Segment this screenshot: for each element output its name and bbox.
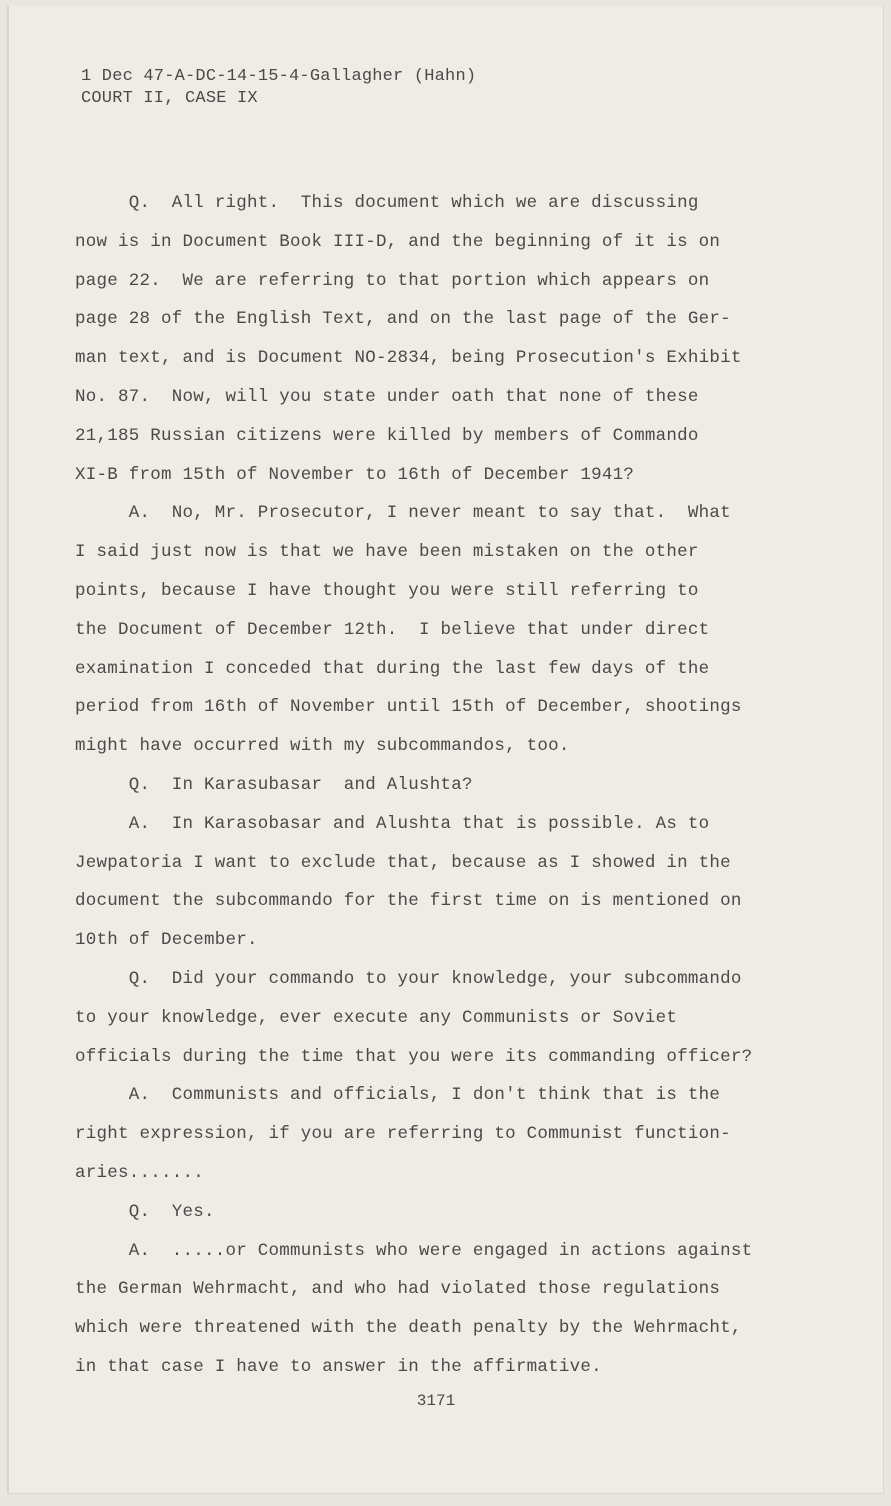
transcript-line: I said just now is that we have been mistaken on the other: [75, 542, 699, 563]
transcript-line: period from 16th of November until 15th of December, shootings: [75, 697, 742, 718]
transcript-line: 21,185 Russian citizens were killed by members of Commando: [75, 425, 699, 446]
transcript-line: Q. In Karasubasar and Alushta?: [75, 774, 473, 795]
transcript-line: A. .....or Communists who were engaged in actions against: [75, 1240, 753, 1261]
document-header: [81, 66, 476, 110]
transcript-line: page 28 of the English Text, and on the last page of the Ger-: [75, 309, 731, 330]
transcript-line: points, because I have thought you were still referring to: [75, 580, 699, 601]
transcript-line: Jewpatoria I want to exclude that, because as I showed in the: [75, 852, 731, 873]
transcript-line: examination I conceded that during the last few days of the: [75, 658, 710, 679]
transcript-line: the Document of December 12th. I believe that under direct: [75, 619, 710, 640]
page-number: 3171: [416, 1392, 456, 1410]
transcript-line: 10th of December.: [75, 930, 258, 951]
transcript-line: Q. All right. This document which we are discussing: [75, 193, 699, 213]
header-court-line: COURT II, CASE IX: [81, 89, 258, 108]
transcript-line: now is in Document Book III-D, and the beginning of it is on: [75, 231, 721, 252]
transcript-line: the German Wehrmacht, and who had violated those regulations: [75, 1279, 721, 1300]
transcript-line: Q. Did your commando to your knowledge, your subcommando: [75, 968, 742, 989]
header-reference-line: 1 Dec 47-A-DC-14-15-4-Gallagher (Hahn): [81, 67, 477, 86]
transcript-line: Q. Yes.: [75, 1201, 215, 1222]
transcript-line: document the subcommando for the first time on is mentioned on: [75, 891, 742, 912]
transcript-line: aries.......: [75, 1162, 205, 1183]
transcript-line: officials during the time that you were its commanding officer?: [75, 1046, 753, 1067]
transcript-line: right expression, if you are referring to Communist function-: [75, 1124, 731, 1145]
document-page: [7, 6, 884, 1494]
transcript-line: to your knowledge, ever execute any Communists or Soviet: [75, 1007, 678, 1028]
transcript-line: No. 87. Now, will you state under oath that none of these: [75, 386, 699, 407]
transcript-line: in that case I have to answer in the affirmative.: [75, 1356, 602, 1377]
transcript-line: page 22. We are referring to that portion which appears on: [75, 270, 710, 291]
transcript-body: [75, 184, 855, 1387]
transcript-line: man text, and is Document NO-2834, being Prosecution's Exhibit: [75, 348, 742, 369]
transcript-line: A. No, Mr. Prosecutor, I never meant to say that. What: [75, 503, 731, 524]
transcript-line: A. In Karasobasar and Alushta that is possible. As to: [75, 813, 710, 834]
transcript-line: might have occurred with my subcommandos, too.: [75, 736, 570, 757]
transcript-line: A. Communists and officials, I don't think that is the: [75, 1085, 721, 1106]
transcript-line: which were threatened with the death penalty by the Wehrmacht,: [75, 1318, 742, 1339]
transcript-line: XI-B from 15th of November to 16th of December 1941?: [75, 464, 635, 485]
